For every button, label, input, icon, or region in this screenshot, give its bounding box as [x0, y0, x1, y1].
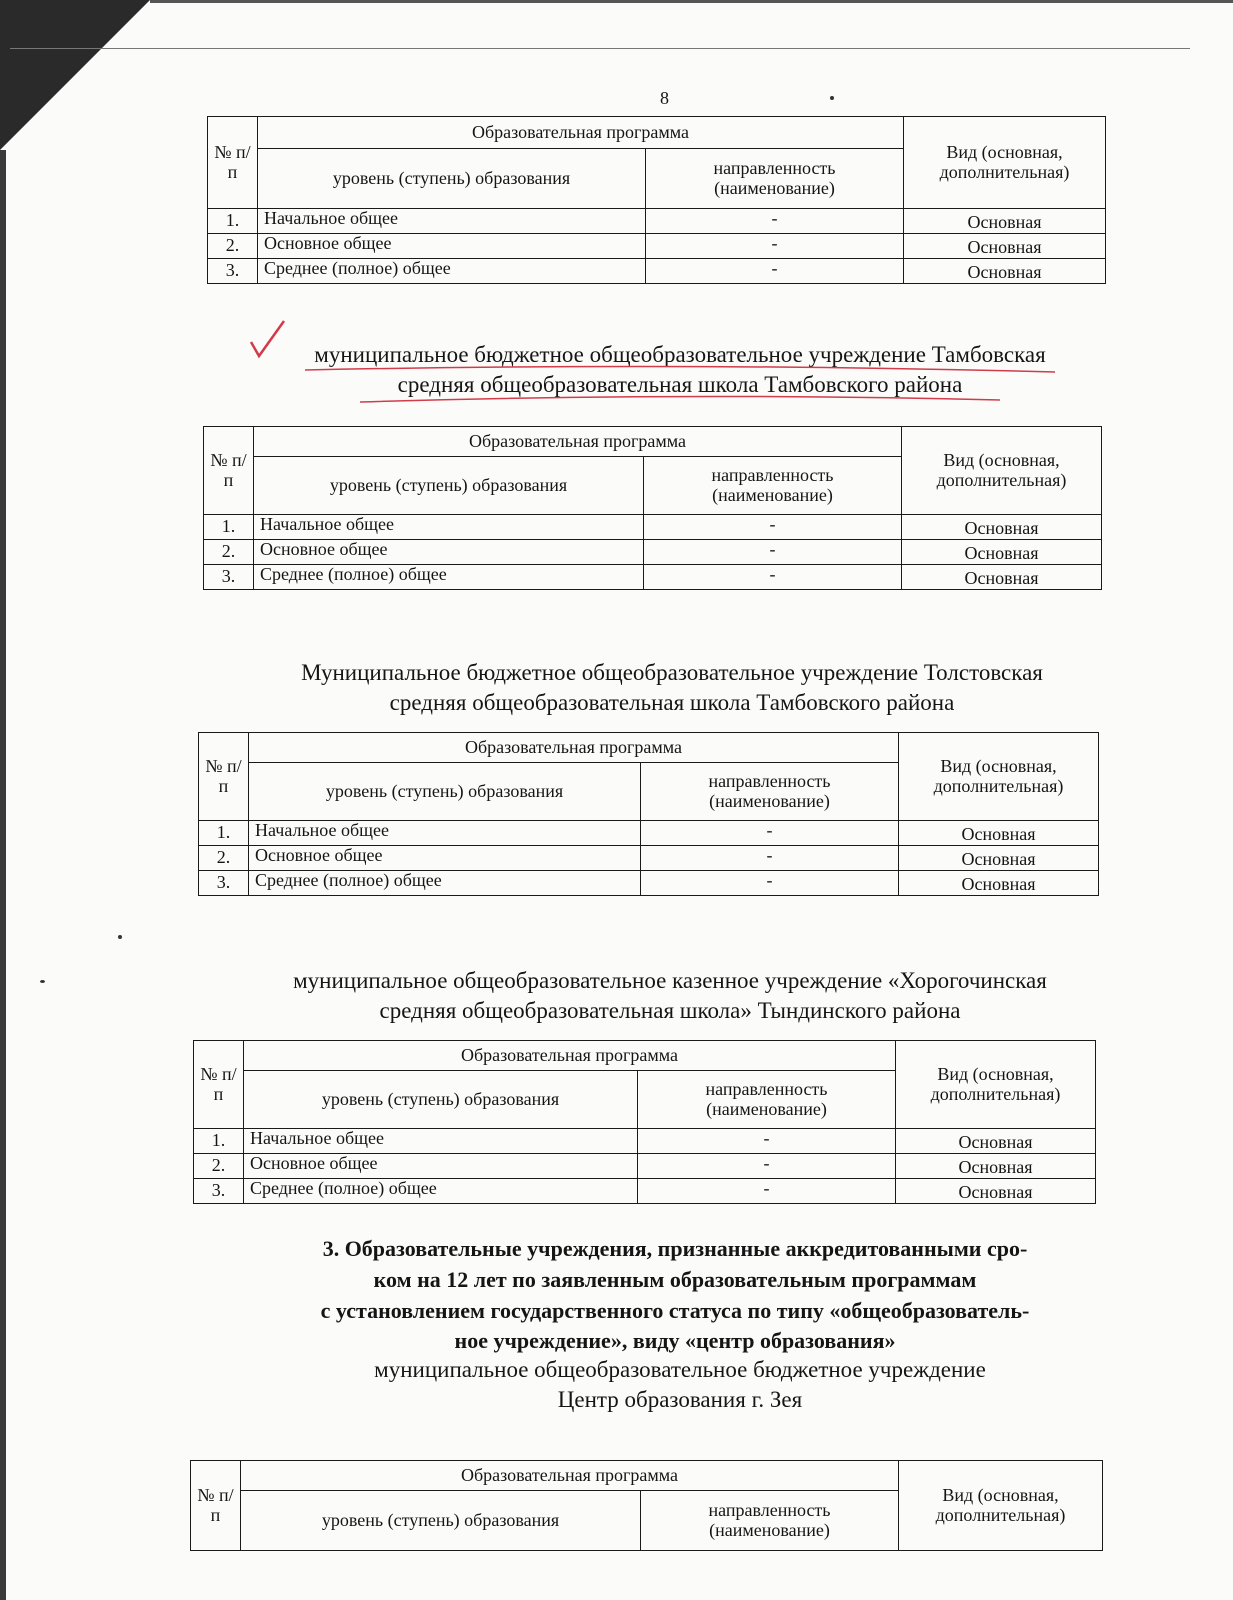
- table-row: [204, 565, 1102, 590]
- red-underline: [300, 362, 1060, 412]
- institution-title-line: муниципальное бюджетное общеобразовательное учреждение Тамбовская: [314, 342, 1046, 367]
- header-kind: Вид (основная, дополнительная): [899, 733, 1099, 821]
- row-kind: Основная: [904, 209, 1106, 234]
- row-level: Основное общее: [249, 846, 641, 871]
- scan-speck: [118, 935, 122, 939]
- header-level: уровень (ступень) образования: [244, 1071, 638, 1129]
- row-num: 1.: [208, 209, 258, 234]
- row-direction: -: [641, 846, 899, 871]
- row-level: Начальное общее: [258, 209, 646, 234]
- row-num: 1.: [204, 515, 254, 540]
- row-level: Основное общее: [258, 234, 646, 259]
- program-table-5: [190, 1460, 1103, 1551]
- institution-title-line: Центр образования г. Зея: [557, 1386, 803, 1412]
- table-row: [199, 821, 1099, 846]
- header-program: Образовательная программа: [249, 733, 899, 763]
- row-kind: Основная: [899, 846, 1099, 871]
- header-num: № п/п: [204, 427, 254, 515]
- institution-title-line: муниципальное общеобразовательное бюджетное учреждение: [374, 1357, 986, 1382]
- table-row: [208, 234, 1106, 259]
- row-level: Среднее (полное) общее: [258, 259, 646, 284]
- row-kind: Основная: [896, 1179, 1096, 1204]
- row-direction: -: [646, 234, 904, 259]
- header-num: № п/п: [199, 733, 249, 821]
- table-row: [204, 540, 1102, 565]
- header-direction: направленность (наименование): [641, 1491, 899, 1551]
- row-kind: Основная: [899, 871, 1099, 896]
- header-level: уровень (ступень) образования: [241, 1491, 641, 1551]
- header-kind: Вид (основная, дополнительная): [904, 117, 1106, 209]
- header-direction: направленность (наименование): [644, 457, 902, 515]
- row-direction: -: [644, 565, 902, 590]
- header-kind: Вид (основная, дополнительная): [899, 1461, 1103, 1551]
- program-table-3: [198, 732, 1099, 896]
- header-num: № п/п: [191, 1461, 241, 1551]
- row-kind: Основная: [896, 1154, 1096, 1179]
- institution-title-line: Муниципальное бюджетное общеобразовательное учреждение Толстовская: [301, 660, 1043, 685]
- page-number: 8: [660, 88, 669, 108]
- row-direction: -: [646, 259, 904, 284]
- institution-title-3: [255, 966, 1085, 1026]
- header-num: № п/п: [208, 117, 258, 209]
- row-num: 3.: [194, 1179, 244, 1204]
- header-kind: Вид (основная, дополнительная): [896, 1041, 1096, 1129]
- page-top-rule: [10, 48, 1190, 49]
- institution-title-4: [300, 1355, 1060, 1415]
- scan-speck: [40, 980, 45, 983]
- program-table-2: [203, 426, 1102, 590]
- header-program: Образовательная программа: [258, 117, 904, 149]
- row-kind: Основная: [899, 821, 1099, 846]
- header-direction: направленность (наименование): [641, 763, 899, 821]
- row-direction: -: [638, 1179, 896, 1204]
- row-num: 1.: [194, 1129, 244, 1154]
- table-row: [199, 871, 1099, 896]
- institution-title-line: средняя общеобразовательная школа» Тындинского района: [379, 997, 961, 1023]
- scan-speck: [830, 96, 834, 100]
- section-heading-line: ком на 12 лет по заявленным образовательным программам: [373, 1266, 977, 1292]
- header-kind: Вид (основная, дополнительная): [902, 427, 1102, 515]
- row-direction: -: [638, 1154, 896, 1179]
- row-num: 3.: [204, 565, 254, 590]
- institution-title-2: [262, 658, 1082, 718]
- row-direction: -: [638, 1129, 896, 1154]
- row-kind: Основная: [904, 259, 1106, 284]
- row-level: Среднее (полное) общее: [244, 1179, 638, 1204]
- header-level: уровень (ступень) образования: [249, 763, 641, 821]
- institution-title-line: средняя общеобразовательная школа Тамбовского района: [389, 689, 955, 715]
- header-level: уровень (ступень) образования: [258, 149, 646, 209]
- row-kind: Основная: [896, 1129, 1096, 1154]
- row-level: Среднее (полное) общее: [254, 565, 644, 590]
- header-program: Образовательная программа: [244, 1041, 896, 1071]
- institution-title-line: муниципальное общеобразовательное казенное учреждение «Хорогочинская: [293, 968, 1047, 993]
- row-num: 2.: [194, 1154, 244, 1179]
- table-row: [204, 515, 1102, 540]
- scan-top-edge: [150, 0, 1233, 3]
- row-direction: -: [641, 821, 899, 846]
- row-direction: -: [641, 871, 899, 896]
- row-num: 3.: [199, 871, 249, 896]
- header-direction: направленность (наименование): [638, 1071, 896, 1129]
- header-program: Образовательная программа: [241, 1461, 899, 1491]
- table-row: [208, 209, 1106, 234]
- row-direction: -: [644, 540, 902, 565]
- row-kind: Основная: [904, 234, 1106, 259]
- row-direction: -: [644, 515, 902, 540]
- scan-left-edge: [0, 150, 6, 1600]
- row-level: Начальное общее: [254, 515, 644, 540]
- header-program: Образовательная программа: [254, 427, 902, 457]
- table-row: [199, 846, 1099, 871]
- row-level: Основное общее: [254, 540, 644, 565]
- row-level: Начальное общее: [244, 1129, 638, 1154]
- program-table-4: [193, 1040, 1096, 1204]
- header-level: уровень (ступень) образования: [254, 457, 644, 515]
- section-heading-line: ное учреждение», виду «центр образования»: [454, 1328, 896, 1354]
- row-kind: Основная: [902, 565, 1102, 590]
- row-level: Среднее (полное) общее: [249, 871, 641, 896]
- row-kind: Основная: [902, 515, 1102, 540]
- section-heading-line: 3. Образовательные учреждения, признанные аккредитованными сро-: [322, 1236, 1028, 1261]
- row-level: Основное общее: [244, 1154, 638, 1179]
- scan-corner-shadow: [0, 0, 150, 150]
- row-level: Начальное общее: [249, 821, 641, 846]
- row-direction: -: [646, 209, 904, 234]
- section-3-heading: [245, 1234, 1105, 1357]
- institution-title-line: средняя общеобразовательная школа Тамбовского района: [397, 371, 963, 397]
- header-num: № п/п: [194, 1041, 244, 1129]
- row-num: 3.: [208, 259, 258, 284]
- row-num: 2.: [204, 540, 254, 565]
- row-kind: Основная: [902, 540, 1102, 565]
- row-num: 2.: [199, 846, 249, 871]
- header-direction: направленность (наименование): [646, 149, 904, 209]
- table-row: [194, 1129, 1096, 1154]
- program-table-1: [207, 116, 1106, 284]
- row-num: 2.: [208, 234, 258, 259]
- row-num: 1.: [199, 821, 249, 846]
- table-row: [194, 1179, 1096, 1204]
- section-heading-line: с установлением государственного статуса по типу «общеобразователь-: [320, 1297, 1030, 1323]
- table-row: [194, 1154, 1096, 1179]
- table-row: [208, 259, 1106, 284]
